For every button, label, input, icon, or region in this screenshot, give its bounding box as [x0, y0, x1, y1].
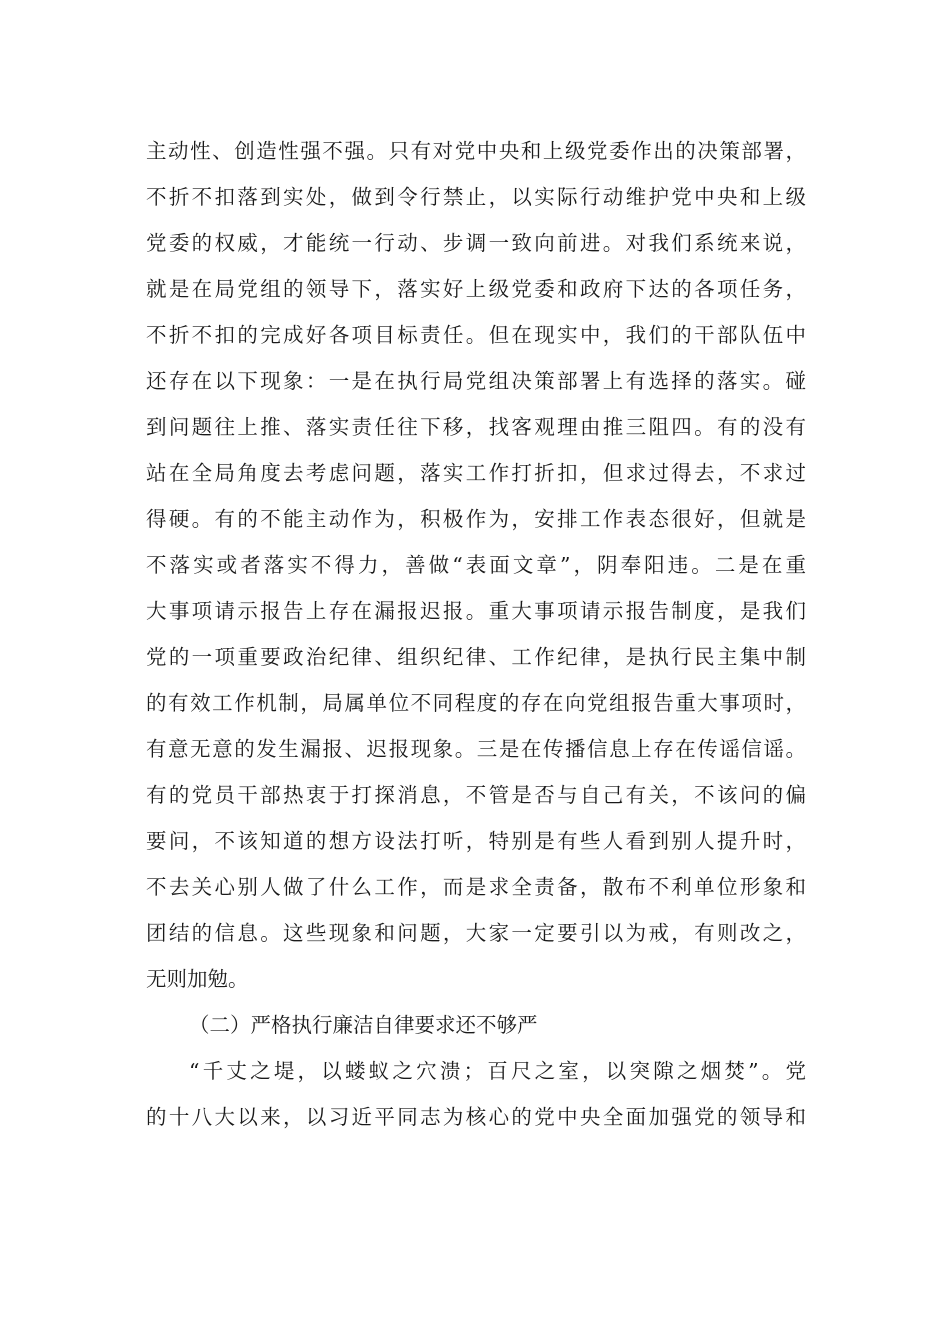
text-line: 无则加勉。 — [146, 967, 249, 991]
text-line: 有的党员干部热衷于打探消息，不管是否与自己有关，不该问的偏 — [146, 783, 806, 807]
section-heading: （二）严格执行廉洁自律要求还不够严 — [189, 1013, 538, 1037]
text-line: 党的一项重要政治纪律、组织纪律、工作纪律，是执行民主集中制 — [146, 645, 806, 669]
text-line: 有意无意的发生漏报、迟报现象。三是在传播信息上存在传谣信谣。 — [146, 737, 806, 761]
text-line: 还存在以下现象：一是在执行局党组决策部署上有选择的落实。碰 — [146, 369, 806, 393]
text-line: 大事项请示报告上存在漏报迟报。重大事项请示报告制度，是我们 — [146, 599, 806, 623]
text-line: 到问题往上推、落实责任往下移，找客观理由推三阻四。有的没有 — [146, 415, 806, 439]
text-line: 得硬。有的不能主动作为，积极作为，安排工作表态很好，但就是 — [146, 507, 806, 531]
text-line: 站在全局角度去考虑问题，落实工作打折扣，但求过得去，不求过 — [146, 461, 806, 485]
text-line: 不折不扣的完成好各项目标责任。但在现实中，我们的干部队伍中 — [146, 323, 806, 347]
text-line: 的十八大以来，以习近平同志为核心的党中央全面加强党的领导和 — [146, 1105, 806, 1129]
document-body — [146, 128, 806, 1140]
text-line: 的有效工作机制，局属单位不同程度的存在向党组报告重大事项时， — [146, 691, 806, 715]
text-line: 就是在局党组的领导下，落实好上级党委和政府下达的各项任务， — [146, 277, 806, 301]
text-line: 团结的信息。这些现象和问题，大家一定要引以为戒，有则改之， — [146, 921, 806, 945]
text-line: 党委的权威，才能统一行动、步调一致向前进。对我们系统来说， — [146, 231, 806, 255]
text-line: 不落实或者落实不得力，善做“表面文章”，阴奉阳违。二是在重 — [146, 553, 806, 577]
text-line: “千丈之堤，以蝼蚁之穴溃；百尺之室，以突隙之烟焚”。党 — [189, 1059, 806, 1083]
text-line: 主动性、创造性强不强。只有对党中央和上级党委作出的决策部署， — [146, 139, 806, 163]
text-line: 要问，不该知道的想方设法打听，特别是有些人看到别人提升时， — [146, 829, 806, 853]
text-line: 不去关心别人做了什么工作，而是求全责备，散布不利单位形象和 — [146, 875, 806, 899]
text-line: 不折不扣落到实处，做到令行禁止，以实际行动维护党中央和上级 — [146, 185, 806, 209]
